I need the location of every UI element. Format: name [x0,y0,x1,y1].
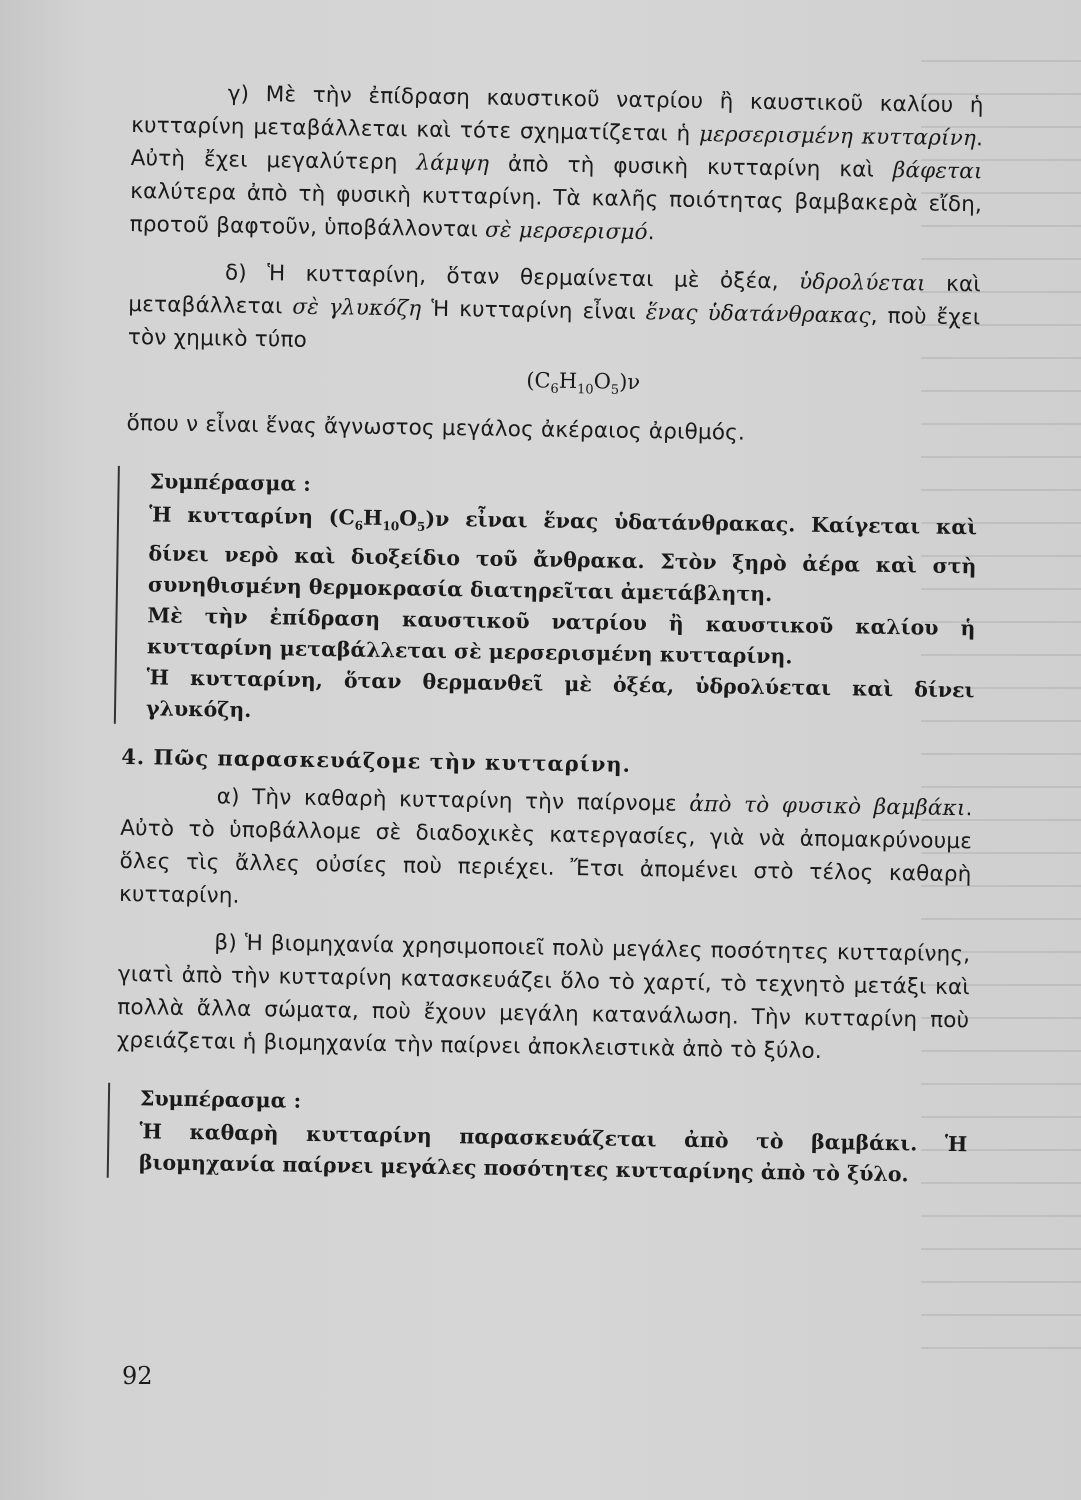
chemical-formula: $(C_6H_{10}O_5)\nu$ [526,368,641,398]
paragraph-gamma: γ) Μὲ τὴν ἐπίδραση καυστικοῦ νατρίου ἢ καυστικοῦ καλίου ἡ κυτταρίνη μεταβάλλεται καὶ τότε σχηματίζεται ἡ μερσερισμένη κυτταρίνη. Αὐτὴ ἔχει μεγαλύτερη λάμψη ἀπὸ τὴ φυσικὴ κυτταρίνη καὶ βάφεται καλύτερα ἀπὸ τὴ φυσικὴ κυτταρίνη. Τὰ καλῆς ποιότητας βαμβακερὰ εἴδη, προτοῦ βαφτοῦν, ὑποβάλλονται σὲ μερσερισμό. [129,81,984,246]
section-4-heading: 4. Πῶς παρασκευάζομε τὴν κυτταρίνη. [121,744,632,778]
formula-explanation: ὅπου ν εἶναι ἕνας ἄγνωστος μεγάλος ἀκέραιος ἀριθμός. [126,411,746,446]
conclusion-box-2 [107,1083,968,1191]
conclusion-title: Συμπέρασμα : [139,1086,302,1114]
conclusion-box-1 [114,466,978,738]
paragraph-alpha: α) Τὴν καθαρὴ κυτταρίνη τὴν παίρνομε ἀπὸ τὸ φυσικὸ βαμβάκι. Αὐτὸ τὸ ὑποβάλλομε σὲ διαδοχικὲς κατεργασίες, γιὰ νὰ ἀπομακρύνουμε ὅλες τὶς ἄλλες οὐσίες ποὺ περιέχει. Ἔτσι ἀπομένει στὸ τέλος καθαρὴ κυτταρίνη. [118,784,973,910]
conclusion-title: Συμπέρασμα : [149,469,312,497]
paragraph-beta: β) Ἡ βιομηχανία χρησιμοποιεῖ πολὺ μεγάλες ποσότητες κυτταρίνης, γιατὶ ἀπὸ τὴν κυτταρίνη κατασκευάζει ὅλο τὸ χαρτί, τὸ τεχνητὸ μετάξι καὶ πολλὰ ἄλλα σώματα, ποὺ ἔχουν μεγάλη κατανάλωση. Τὴν κυτταρίνη ποὺ χρειάζεται ἡ βιομηχανία τὴν παίρνει ἀποκλειστικὰ ἀπὸ τὸ ξύλο. [116,930,971,1065]
conclusion-1-sentence-3: Ἡ κυτταρίνη, ὅταν θερμανθεῖ μὲ ὀξέα, ὑδρολύεται καὶ δίνει γλυκόζη. [145,665,975,723]
conclusion-1-sentence-2: Μὲ τὴν ἐπίδραση καυστικοῦ νατρίου ἢ καυστικοῦ καλίου ἡ κυτταρίνη μεταβάλλεται σὲ μερσερισμένη κυτταρίνη. [146,603,976,669]
paragraph-delta: δ) Ἡ κυτταρίνη, ὅταν θερμαίνεται μὲ ὀξέα, ὑδρολύεται καὶ μεταβάλλεται σὲ γλυκόζη Ἡ κυτταρίνη εἶναι ἕνας ὑδατάνθρακας, ποὺ ἔχει τὸν χημικὸ τύπο [127,260,982,353]
page-number: 92 [122,1362,153,1390]
conclusion-2-text: Ἡ καθαρὴ κυτταρίνη παρασκευάζεται ἀπὸ τὸ βαμβάκι. Ἡ βιομηχανία παίρνει μεγάλες ποσότητες κυτταρίνης ἀπὸ τὸ ξύλο. [138,1119,968,1187]
conclusion-1-sentence-1: Ἡ κυτταρίνη $(C_6H_{10}O_5)\nu$ εἶναι ἕνας ὑδατάνθρακας. Καίγεται καὶ δίνει νερὸ καὶ διοξείδιο τοῦ ἄνθρακα. Στὸν ξηρὸ ἀέρα καὶ στὴ συνηθισμένη θερμοκρασία διατηρεῖται ἀμετάβλητη. [147,502,978,607]
page-content [115,76,984,1192]
